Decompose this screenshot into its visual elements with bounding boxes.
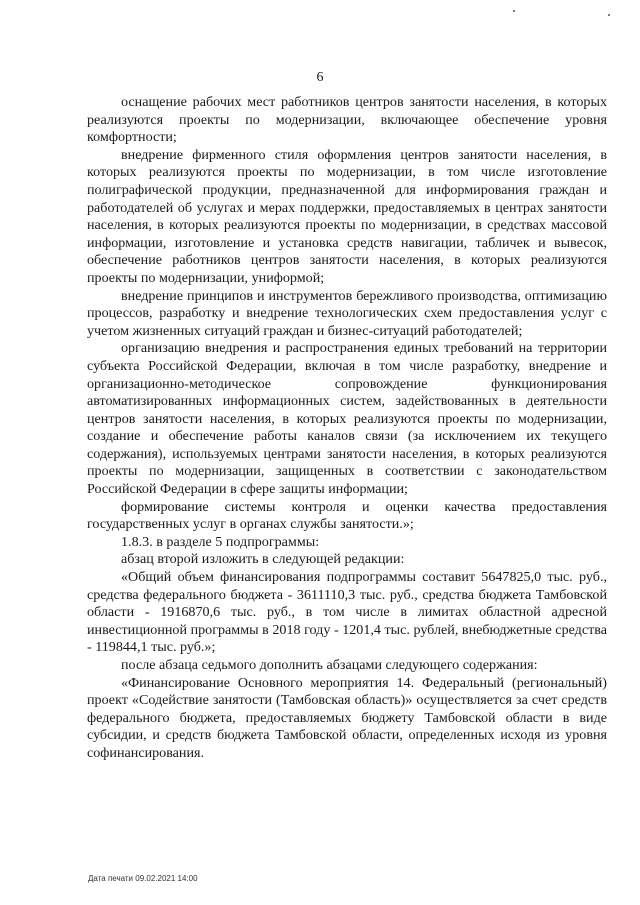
print-date-footer: Дата печати 09.02.2021 14:00 (88, 874, 198, 883)
document-body (87, 94, 607, 763)
paragraph: «Общий объем финансирования подпрограммы составит 5647825,0 тыс. руб., средства федерального бюджета - 3611110,3 тыс. руб., средства бюджета Тамбовской области - 1916870,6 тыс. руб., в том числе в лимитах областной адресной инвестиционной программы в 2018 году - 1201,4 тыс. рублей, внебюджетные средства - 119844,1 тыс. руб.»; (87, 569, 607, 656)
paragraph: оснащение рабочих мест работников центров занятости населения, в которых реализуются проекты по модернизации, включающее обеспечение уровня комфортности; (87, 94, 607, 146)
paragraph: формирование системы контроля и оценки качества предоставления государственных услуг в органах службы занятости.»; (87, 498, 607, 533)
paragraph: «Финансирование Основного мероприятия 14. Федеральный (региональный) проект «Содействие занятости (Тамбовская область)» осуществляется за счет средств федерального бюджета, предоставляемых бюджету Тамбовской области в виде субсидии, и средств бюджета Тамбовской области, определенных исходя из уровня софинансирования. (87, 674, 607, 761)
page-number: 6 (316, 70, 324, 85)
paragraph: после абзаца седьмого дополнить абзацами следующего содержания: (121, 657, 538, 673)
paragraph: 1.8.3. в разделе 5 подпрограммы: (121, 533, 320, 550)
paragraph: внедрение принципов и инструментов бережливого производства, оптимизацию процессов, разработку и внедрение технологических схем предоставления услуг с учетом жизненных ситуаций граждан и бизнес-ситуаций работодателей; (87, 287, 607, 339)
paragraph: организацию внедрения и распространения единых требований на территории субъекта Российской Федерации, включая в том числе разработку, внедрение и организационно-методическое сопровождение функционирования автоматизированных информационных систем, задействованных в деятельности центров занятости населения, в которых реализуются проекты по модернизации, создание и обеспечение работы каналов связи (за исключением их текущего содержания), используемых центрами занятости населения, в которых реализуются проекты по модернизации, защищенных в соответствии с законодательством Российской Федерации в сфере защиты информации; (87, 340, 607, 498)
paragraph: внедрение фирменного стиля оформления центров занятости населения, в которых реализуются проекты по модернизации, в том числе изготовление полиграфической продукции, предназначенной для информирования граждан и работодателей об услугах и мерах поддержки, предоставляемых в центрах занятости населения, в которых реализуются проекты по модернизации, в средствах массовой информации, изготовление и установка средств навигации, табличек и вывесок, обеспечение работников центров занятости населения, в которых реализуются проекты по модернизации, униформой; (87, 146, 607, 286)
scan-speck (513, 10, 515, 12)
paragraph: абзац второй изложить в следующей редакции: (121, 551, 405, 568)
scan-speck (608, 14, 610, 16)
